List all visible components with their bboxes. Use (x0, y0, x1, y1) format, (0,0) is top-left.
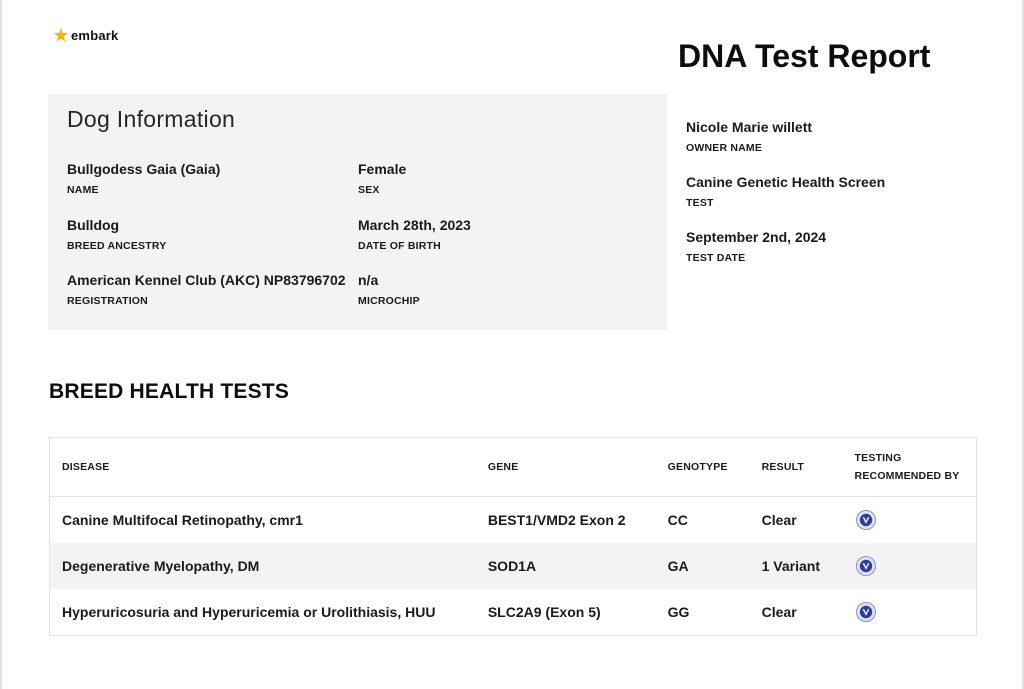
dog-information-panel (48, 94, 667, 330)
column-header-genotype: GENOTYPE (667, 461, 728, 473)
sex-field (358, 161, 406, 196)
club-seal-icon (856, 510, 876, 530)
report-title: DNA Test Report (678, 38, 931, 74)
column-header-disease: DISEASE (62, 461, 110, 473)
table-row (50, 589, 977, 636)
gene-cell: BEST1/VMD2 Exon 2 (487, 511, 626, 528)
owner-name-label: OWNER NAME (686, 142, 763, 154)
embark-logo (52, 26, 118, 44)
disease-cell: Degenerative Myelopathy, DM (62, 557, 260, 574)
test-date-field (686, 229, 885, 264)
result-cell: Clear (761, 603, 797, 620)
date-of-birth-field (358, 217, 471, 252)
dog-information-heading: Dog Information (67, 106, 236, 132)
column-header-result: RESULT (761, 461, 805, 473)
recommended-by-cell (843, 543, 977, 589)
owner-name-value: Nicole Marie willett (686, 119, 813, 135)
registration-value: American Kennel Club (AKC) NP83796702 (67, 272, 346, 288)
sex-label: SEX (358, 184, 380, 196)
registration-field (67, 272, 346, 307)
microchip-label: MICROCHIP (358, 295, 420, 307)
date-of-birth-value: March 28th, 2023 (358, 217, 471, 233)
dog-name-value: Bullgodess Gaia (Gaia) (67, 161, 221, 177)
breed-health-tests-table (49, 437, 977, 636)
club-seal-icon (856, 556, 876, 576)
genotype-cell: GA (667, 557, 689, 574)
disease-cell: Canine Multifocal Retinopathy, cmr1 (62, 511, 303, 528)
owner-information (686, 119, 885, 284)
test-date-label: TEST DATE (686, 252, 746, 264)
column-header-recommended-by: RECOMMENDED BY (854, 470, 960, 482)
dog-name-label: NAME (67, 184, 99, 196)
genotype-cell: GG (667, 603, 690, 620)
owner-name-field (686, 119, 885, 154)
column-header-testing-recommended-by (843, 438, 977, 497)
sex-value: Female (358, 161, 407, 177)
breed-ancestry-field (67, 217, 166, 252)
test-field (686, 174, 885, 209)
result-cell: 1 Variant (761, 557, 820, 574)
test-label: TEST (686, 197, 714, 209)
test-value: Canine Genetic Health Screen (686, 174, 886, 190)
recommended-by-cell (843, 497, 977, 543)
registration-label: REGISTRATION (67, 295, 148, 307)
brand-name: embark (71, 27, 119, 43)
gene-cell: SLC2A9 (Exon 5) (487, 603, 601, 620)
breed-ancestry-label: BREED ANCESTRY (67, 240, 167, 252)
breed-health-tests-heading: BREED HEALTH TESTS (49, 380, 290, 403)
column-header-gene: GENE (487, 461, 519, 473)
date-of-birth-label: DATE OF BIRTH (358, 240, 441, 252)
table-header-row (50, 438, 977, 497)
genotype-cell: CC (667, 511, 688, 528)
microchip-field (358, 272, 420, 307)
dog-name-field (67, 161, 220, 196)
page-edge-left (0, 0, 2, 689)
result-cell: Clear (761, 511, 797, 528)
microchip-value: n/a (358, 272, 379, 288)
breed-ancestry-value: Bulldog (67, 217, 120, 233)
gene-cell: SOD1A (487, 557, 537, 574)
embark-star-icon (52, 26, 70, 44)
table-row (50, 543, 977, 589)
column-header-testing: TESTING (854, 452, 902, 464)
club-seal-icon (856, 602, 876, 622)
table-row (50, 497, 977, 543)
disease-cell: Hyperuricosuria and Hyperuricemia or Urolithiasis, HUU (62, 603, 436, 620)
test-date-value: September 2nd, 2024 (686, 229, 827, 245)
recommended-by-cell (843, 589, 977, 636)
